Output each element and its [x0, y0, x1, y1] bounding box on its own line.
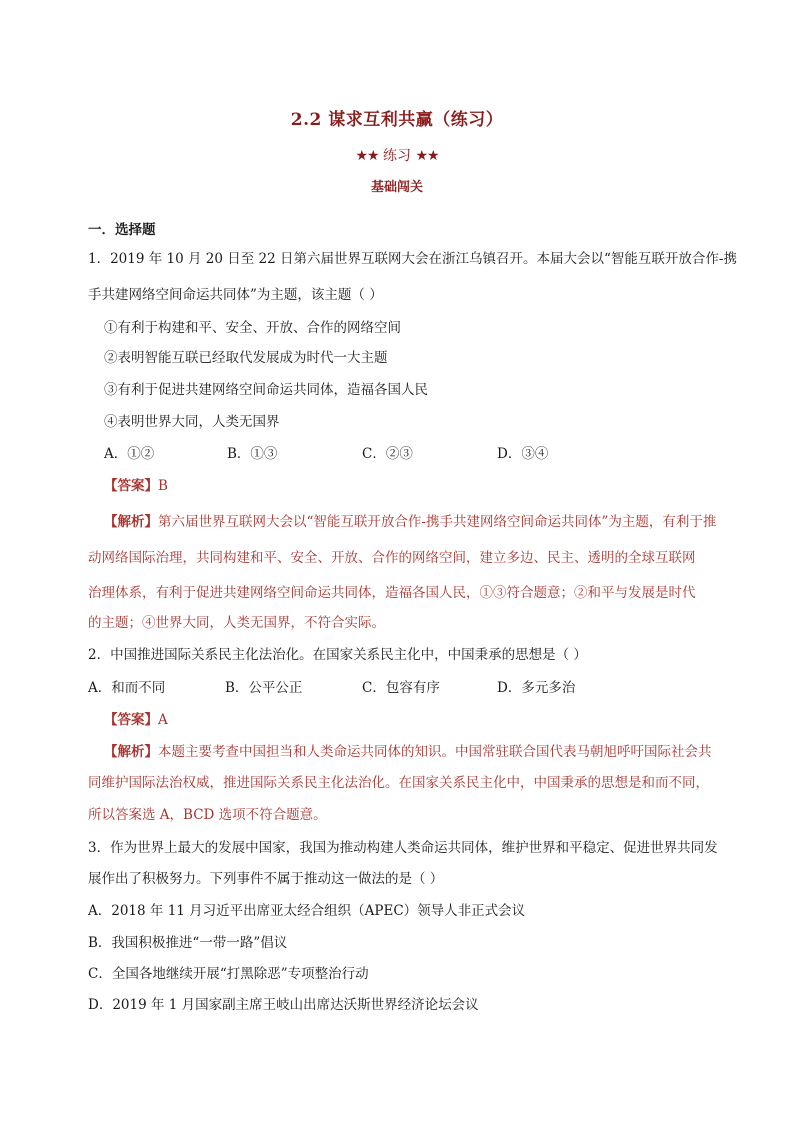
q3-stem-line-1: 3．作为世界上最大的发展中国家，我国为推动构建人类命运共同体，维护世界和平稳定、促进世界共同发 — [88, 840, 718, 856]
q1-analysis-line-3: 治理体系，有利于促进共建网络空间命运共同体，造福各国人民，①③符合题意；②和平与发展是时代 — [88, 585, 696, 601]
q2-stem: 2．中国推进国际关系民主化法治化。在国家关系民主化中，中国秉承的思想是（ ） — [88, 647, 587, 663]
q1-option-c: C．②③ — [362, 446, 413, 462]
answer-value: B — [158, 478, 168, 494]
star-icon-right: ★★ — [415, 148, 439, 164]
q3-option-c: C．全国各地继续开展“打黑除恶”专项整治行动 — [88, 966, 369, 982]
answer-label: 【答案】 — [104, 478, 158, 494]
q1-option-a: A．①② — [104, 446, 155, 462]
q2-analysis-line-3: 所以答案选 A，BCD 选项不符合题意。 — [88, 807, 327, 823]
q2-option-c: C．包容有序 — [362, 680, 440, 696]
q1-item: ④表明世界大同，人类无国界 — [104, 414, 280, 430]
section-heading: 一．选择题 — [88, 222, 156, 238]
star-icon-left: ★★ — [355, 148, 379, 164]
q1-analysis-line-4: 的主题；④世界大同，人类无国界，不符合实际。 — [88, 615, 385, 631]
q1-analysis-line-2: 动网络国际治理，共同构建和平、安全、开放、合作的网络空间，建立多边、民主、透明的全球互联网 — [88, 550, 696, 566]
q1-analysis-line-1: 【解析】第六届世界互联网大会以“智能互联开放合作-携手共建网络空间命运共同体”为主题，有利于推 — [104, 514, 717, 530]
q1-option-d: D．③④ — [497, 446, 549, 462]
subtitle-text: 练习 — [378, 148, 416, 164]
q3-option-a: A．2018 年 11 月习近平出席亚太经合组织（APEC）领导人非正式会议 — [88, 903, 526, 919]
q3-option-b: B．我国积极推进“一带一路”倡议 — [88, 935, 288, 951]
q1-stem-line-1: 1．2019 年 10 月 20 日至 22 日第六届世界互联网大会在浙江乌镇召开。本届大会以“智能互联开放合作-携 — [88, 251, 737, 267]
q2-option-a: A．和而不同 — [88, 680, 166, 696]
q2-analysis-line-1: 【解析】本题主要考查中国担当和人类命运共同体的知识。中国常驻联合国代表马朝旭呼吁国际社会共 — [104, 744, 712, 760]
q1-option-b: B．①③ — [227, 446, 278, 462]
q3-stem-line-2: 展作出了积极努力。下列事件不属于推动这一做法的是（ ） — [88, 871, 444, 887]
q1-stem-line-2: 手共建网络空间命运共同体”为主题，该主题（ ） — [88, 287, 383, 303]
page-title: 2.2 谋求互利共赢（练习） — [290, 110, 504, 130]
q1-answer — [104, 474, 168, 494]
answer-value: A — [158, 712, 168, 728]
level-heading: 基础闯关 — [370, 180, 423, 195]
q2-option-d: D．多元多治 — [497, 680, 576, 696]
q3-option-d: D．2019 年 1 月国家副主席王岐山出席达沃斯世界经济论坛会议 — [88, 997, 479, 1013]
q1-item: ③有利于促进共建网络空间命运共同体，造福各国人民 — [104, 382, 428, 398]
q2-option-b: B．公平公正 — [225, 680, 303, 696]
q1-item: ①有利于构建和平、安全、开放、合作的网络空间 — [104, 320, 401, 336]
answer-label: 【答案】 — [104, 712, 158, 728]
subtitle — [0, 145, 794, 165]
analysis-label: 【解析】 — [104, 514, 158, 530]
q2-analysis-line-2: 同维护国际法治权威，推进国际关系民主化法治化。在国家关系民主化中，中国秉承的思想是和而不同， — [88, 775, 709, 791]
q1-item: ②表明智能互联已经取代发展成为时代一大主题 — [104, 350, 388, 366]
analysis-label: 【解析】 — [104, 744, 158, 760]
q2-answer — [104, 708, 168, 728]
